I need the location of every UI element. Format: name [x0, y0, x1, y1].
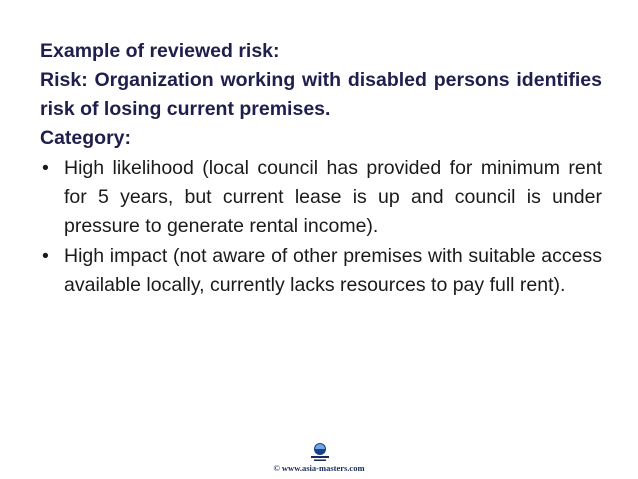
risk-label: Risk: — [40, 69, 88, 91]
bullet-item-impact — [40, 242, 602, 300]
bullet-text: High impact (not aware of other premises with suitable access available locally, currently lacks resources to pay full rent). — [64, 245, 602, 296]
risk-statement — [40, 66, 602, 124]
asia-masters-logo-icon — [308, 441, 332, 463]
slide-body — [40, 37, 602, 301]
bullet-item-likelihood — [40, 154, 602, 241]
category-bullet-list — [40, 154, 602, 300]
risk-text: Organization working with disabled persons identifies risk of losing current premises. — [40, 69, 602, 120]
bullet-text: High likelihood (local council has provided for minimum rent for 5 years, but current lease is up and council is under pressure to generate rental income). — [64, 157, 602, 237]
slide-heading: Example of reviewed risk: — [40, 40, 280, 62]
category-label: Category: — [40, 127, 132, 149]
bullet-icon: • — [42, 245, 49, 267]
bullet-icon: • — [42, 157, 49, 179]
footer-copyright: © www.asia-masters.com — [273, 463, 365, 473]
